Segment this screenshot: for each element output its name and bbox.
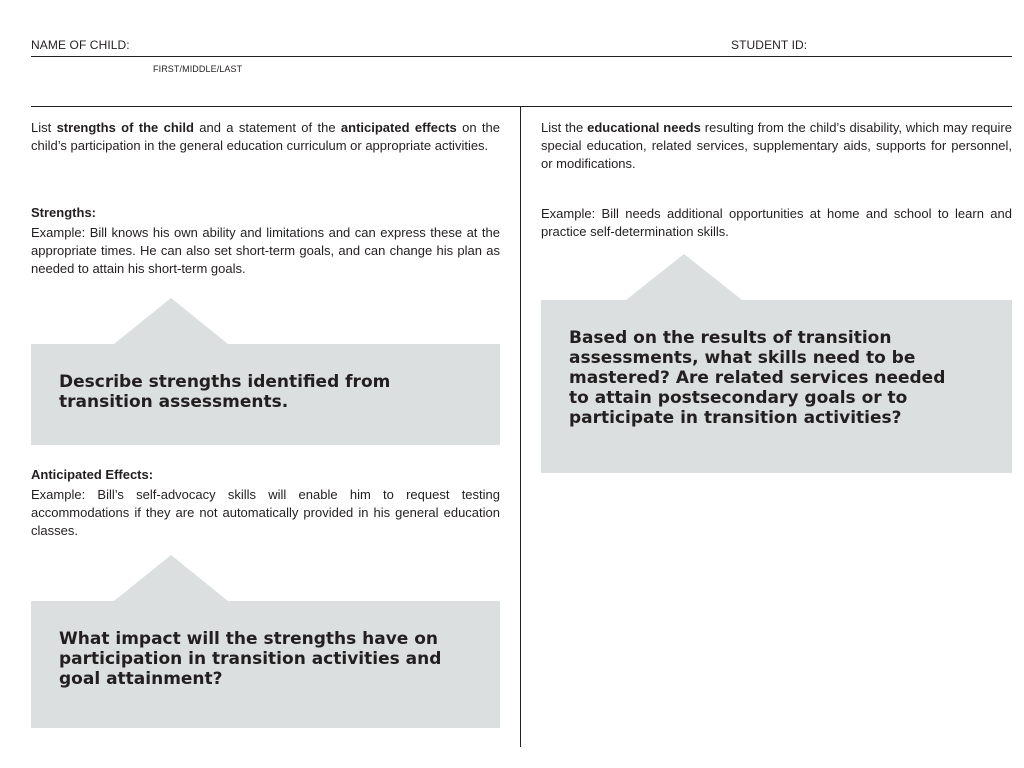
name-sublabel: FIRST/MIDDLE/LAST	[153, 64, 243, 74]
needs-callout-text: Based on the results of transition assessments, what skills need to be mastered? Are related services needed to attain postsecondary goals or to participate in transition activities?	[569, 328, 946, 428]
name-field-line[interactable]	[31, 56, 1012, 57]
strengths-callout-pointer	[114, 298, 228, 344]
column-divider	[520, 107, 521, 747]
needs-instructions: List the educational needs resulting from the child’s disability, which may require special education, related services, supplementary aids, supports for personnel, or modifications.	[541, 120, 1012, 171]
strengths-callout-text: Describe strengths identified from transition assessments.	[59, 372, 391, 412]
section-divider	[31, 106, 1012, 107]
strengths-instructions: List strengths of the child and a statement of the anticipated effects on the child’s participation in the general education curriculum or appropriate activities.	[31, 120, 500, 153]
effects-callout-text: What impact will the strengths have on participation in transition activities and goal attainment?	[59, 629, 442, 689]
strengths-callout	[31, 344, 500, 445]
anticipated-effects-heading: Anticipated Effects:	[31, 467, 154, 482]
effects-callout	[31, 601, 500, 728]
strengths-heading: Strengths:	[31, 205, 96, 220]
needs-callout-pointer	[626, 254, 742, 300]
student-id-label: STUDENT ID:	[731, 38, 808, 52]
needs-example: Example: Bill needs additional opportunities at home and school to learn and practice self-determination skills.	[541, 206, 1012, 239]
anticipated-effects-example: Example: Bill’s self-advocacy skills will enable him to request testing accommodations if they are not automatically provided in his general education classes.	[31, 487, 500, 538]
name-of-child-label: NAME OF CHILD:	[31, 38, 130, 52]
effects-callout-pointer	[114, 555, 228, 601]
strengths-example: Example: Bill knows his own ability and limitations and can express these at the appropriate times. He can also set short-term goals, and can change his plan as needed to attain his short-term goals.	[31, 225, 500, 276]
needs-callout	[541, 300, 1012, 473]
